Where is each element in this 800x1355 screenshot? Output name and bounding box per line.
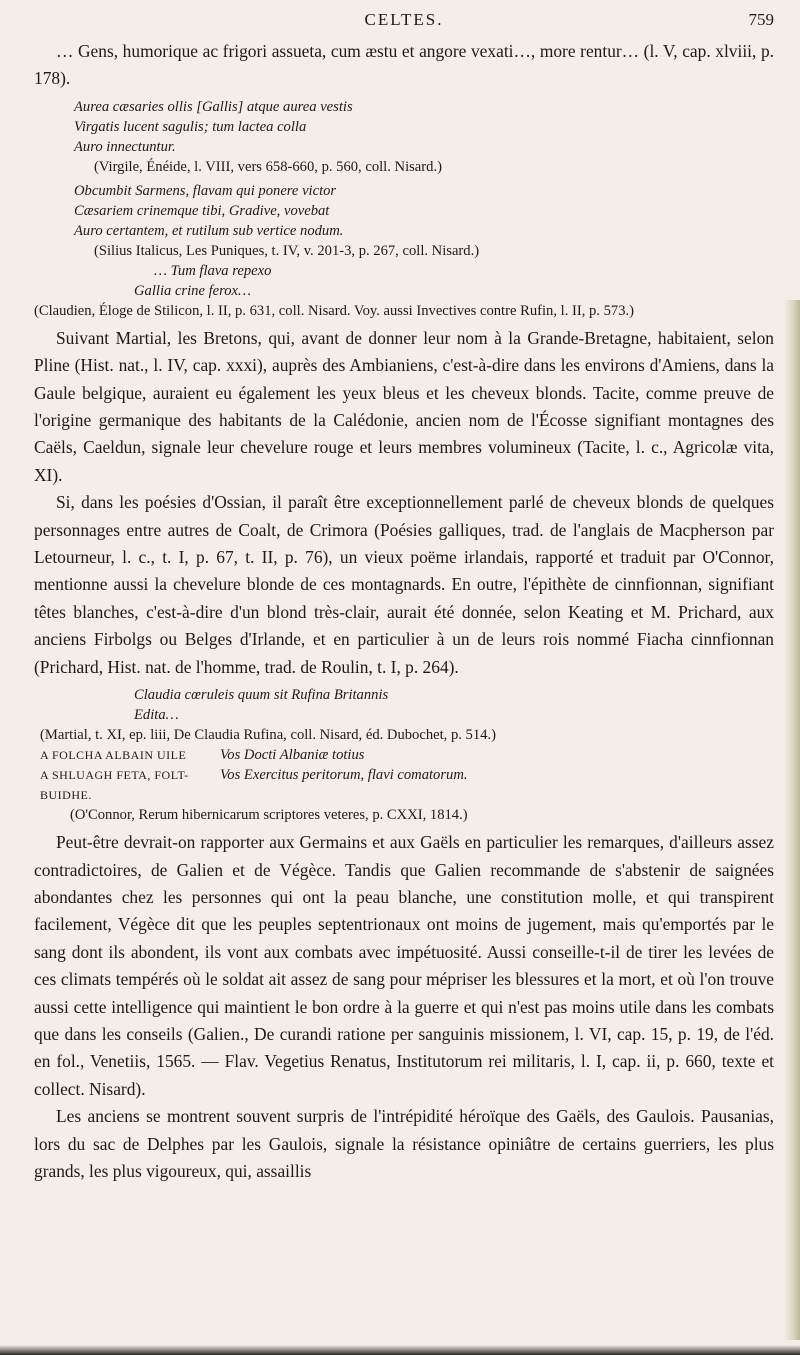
quote-line: Edita…	[134, 707, 179, 724]
quote-line: Aurea cæsaries ollis [Gallis] atque aurea vestis	[74, 98, 353, 115]
running-header	[34, 8, 774, 38]
quote-citation: (Martial, t. XI, ep. liii, De Claudia Rufina, coll. Nisard, éd. Dubochet, p. 514.)	[40, 727, 496, 744]
running-title: CELTES.	[364, 10, 444, 29]
gaelic-row	[40, 745, 774, 765]
page	[34, 8, 774, 1343]
opening-quote: … Gens, humorique ac frigori assueta, cum æstu et angore vexati…, more rentur… (l. V, cap. xlviii, p. 178).	[34, 41, 774, 89]
gaelic-row	[40, 765, 774, 805]
latin-text: Vos Docti Albaniæ totius	[220, 747, 365, 764]
latin-text: Vos Exercitus peritorum, flavi comatorum.	[220, 767, 468, 784]
quote-line: Claudia cœruleis quum sit Rufina Britannis	[134, 687, 389, 704]
quote-silius	[34, 181, 774, 261]
page-edge-shadow	[784, 300, 800, 1340]
quote-oconnor	[34, 745, 774, 825]
quote-line: Auro innectuntur.	[74, 138, 176, 155]
quote-line: … Tum flava repexo	[154, 262, 272, 279]
quote-line: Cæsariem crinemque tibi, Gradive, vovebat	[74, 202, 330, 219]
quote-citation: (O'Connor, Rerum hibernicarum scriptores veteres, p. CXXI, 1814.)	[70, 807, 468, 824]
page-bottom-shadow	[0, 1345, 800, 1355]
quote-line: Auro certantem, et rutilum sub vertice nodum.	[74, 222, 344, 239]
quote-virgile	[34, 97, 774, 177]
quote-martial	[34, 685, 774, 745]
quote-citation: (Virgile, Énéide, l. VIII, vers 658-660, p. 560, coll. Nisard.)	[94, 158, 442, 175]
quote-citation: (Claudien, Éloge de Stilicon, l. II, p. 631, coll. Nisard. Voy. aussi Invectives contre Rufin, l. II, p. 573.)	[34, 302, 634, 319]
gaelic-text: A FOLCHA ALBAIN UILE	[40, 748, 187, 763]
quote-claudien	[34, 261, 774, 321]
page-number: 759	[748, 10, 774, 29]
paragraph-martial: Suivant Martial, les Bretons, qui, avant de donner leur nom à la Grande-Bretagne, habitaient, selon Pline (Hist. nat., l. IV, cap. xxxi), auprès des Ambianiens, c'est-à-dire dans les environs d'Amiens, dans la Gaule belgique, auraient eu également les yeux bleus et les cheveux blonds. Tacite, comme preuve de l'origine germanique des habitants de la Calédonie, ancien nom de l'Écosse signifiant montagnes des Caëls, Caeldun, signale leur chevelure rouge et leurs membres volumineux (Tacite, l. c., Agricolæ vita, XI).	[34, 327, 774, 485]
paragraph-ossian: Si, dans les poésies d'Ossian, il paraît être exceptionnellement parlé de cheveux blonds de quelques personnages entre autres de Coalt, de Crimora (Poésies galliques, trad. de l'anglais de Macpherson par Letourneur, l. c., t. I, p. 67, t. II, p. 76), un vieux poëme irlandais, rapporté et traduit par O'Connor, mentionne aussi la chevelure blonde de ces montagnards. En outre, l'épithète de cinnfionnan, signifiant têtes blanches, c'est-à-dire d'un blond très-clair, aurait été donnée, selon Keating et M. Prichard, aux anciens Firbolgs ou Belges d'Irlande, et en particulier à un de leurs rois nommé Fiacha cinnfionnan (Prichard, Hist. nat. de l'homme, trad. de Roulin, t. I, p. 264).	[34, 492, 774, 677]
quote-line: Gallia crine ferox…	[134, 282, 251, 299]
quote-citation: (Silius Italicus, Les Puniques, t. IV, v. 201-3, p. 267, coll. Nisard.)	[94, 242, 480, 259]
paragraph-galien: Peut-être devrait-on rapporter aux Germains et aux Gaëls en particulier les remarques, d'ailleurs assez contradictoires, de Galien et de Végèce. Tandis que Galien recommande de s'abstenir de saignées abondantes chez les personnes qui ont la peau blanche, une constitution molle, et qui transpirent facilement, Végèce dit que les peuples septentrionaux ont moins de jugement, mais qu'emportés par le sang dont ils abondent, ils vont aux combats avec impétuosité. Aussi conseille-t-il de tirer les levées de ces climats tempérés où le soldat ait assez de sang pour mépriser les blessures et la mort, et où l'on trouve aussi cette intelligence qui maintient le bon ordre à la guerre et qui n'est pas moins utile dans les combats que dans les conseils (Galien., De curandi ratione per sanguinis missionem, l. VI, cap. 15, p. 19, de l'éd. en fol., Venetiis, 1565. — Flav. Vegetius Renatus, Institutorum rei militaris, l. I, cap. ii, p. 660, texte et collect. Nisard).	[34, 832, 774, 1099]
gaelic-text: A SHLUAGH FETA, FOLT-BUIDHE.	[40, 768, 189, 803]
quote-line: Obcumbit Sarmens, flavam qui ponere victor	[74, 182, 337, 199]
quote-line: Virgatis lucent sagulis; tum lactea colla	[74, 118, 307, 135]
paragraph-pausanias: Les anciens se montrent souvent surpris de l'intrépidité héroïque des Gaëls, des Gaulois. Pausanias, lors du sac de Delphes par les Gaulois, signale la résistance opiniâtre de certains guerriers, les plus grands, les plus vigoureux, qui, assaillis	[34, 1106, 774, 1181]
